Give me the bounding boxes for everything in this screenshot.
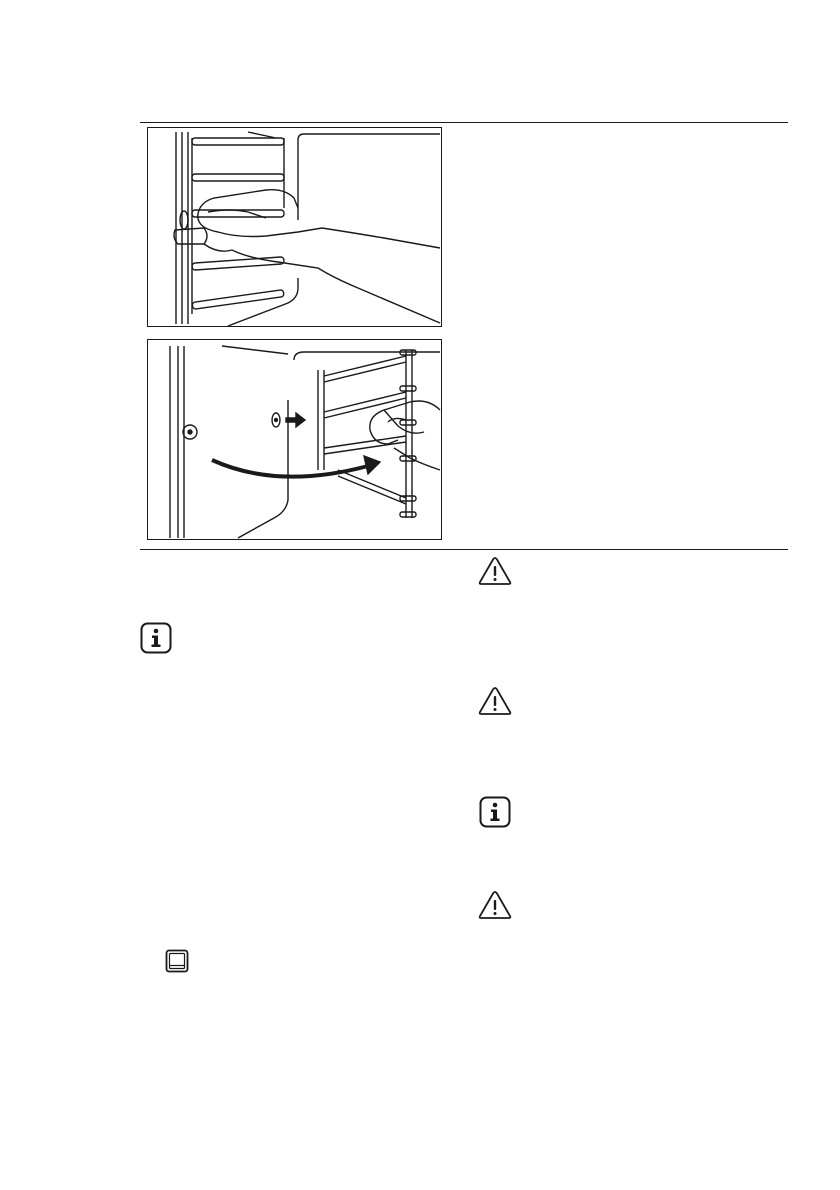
- warning-icon: [478, 556, 512, 586]
- shelf-support-removal-illustration: [148, 128, 441, 326]
- figure-shelf-support-removal: [147, 127, 442, 327]
- info-icon: [140, 622, 172, 654]
- info-icon: [479, 796, 511, 828]
- warning-icon: [478, 890, 512, 920]
- oven-light-button-icon: [165, 949, 189, 973]
- middle-rule: [140, 549, 788, 550]
- figure-shelf-support-installation: [147, 339, 442, 540]
- top-rule: [140, 122, 788, 123]
- warning-icon: [478, 686, 512, 716]
- shelf-support-installation-illustration: [148, 340, 441, 539]
